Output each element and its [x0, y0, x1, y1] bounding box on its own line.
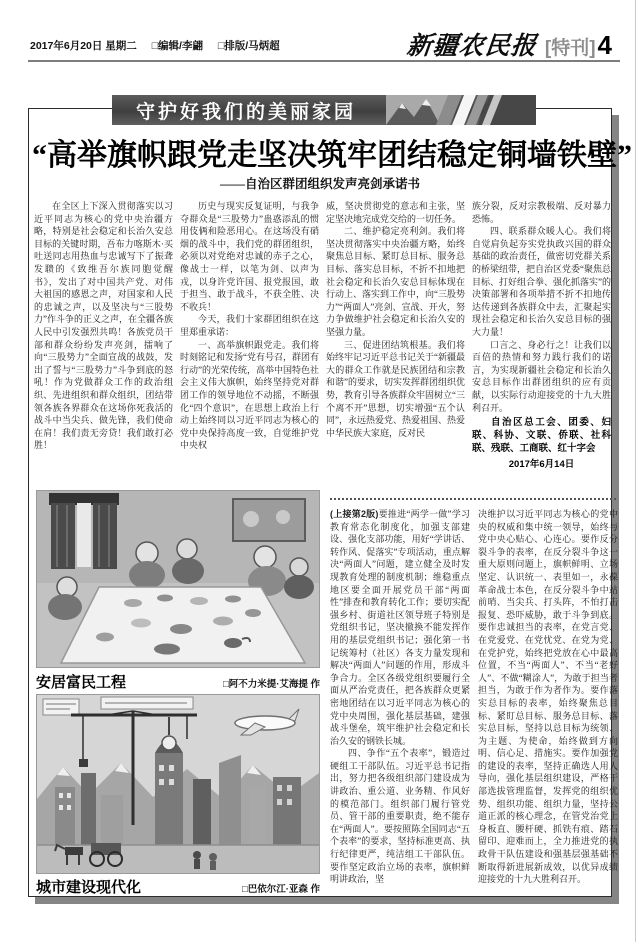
- caption-row: [36, 671, 320, 692]
- illustration-city-construction: [36, 694, 320, 874]
- paragraph: 族分裂，反对宗教极端、反对暴力恐怖。: [472, 201, 611, 224]
- paragraph: 威，坚决贯彻党的意志和主张，坚定坚决地完成党交给的一切任务。: [326, 201, 465, 224]
- illustration-credit: □巴依尔江·亚森 作: [241, 884, 320, 895]
- paragraph: 四、联系群众暖人心。我们将自觉肩负起夯实党执政兴国的群众基础的政治责任，做密切党群关系的桥梁纽带，把自治区党委“聚焦总目标、打好组合拳、强化抓落实”的决策部署和各项举措不折不扣地传达传递到各族群众中去，汇聚起实现社会稳定和长治久安总目标的强大力量！: [472, 226, 611, 337]
- mountains-icon: [386, 95, 536, 125]
- illustration-credit: □阿不力米提·艾海提 作: [222, 679, 320, 690]
- continuation-paragraph: 四、争作“五个表率”，锻造过硬组工干部队伍。习近平总书记指出，努力把各级组织部门建设成为讲政治、重公道、业务精、作风好的模范部门。组织部门履行管党员、管干部的重要职责，绝不能存在“两面人”。要按照陈全国同志“五个表率”的要求，坚持标准更高、执行纪律更严，纯洁组工干部队伍。要作坚定政治立场的表率，旗帜鲜明讲政治，坚: [330, 748, 470, 885]
- article-column-4: [472, 200, 611, 496]
- continuation-paragraph: 决维护以习近平同志为核心的党中央的权威和集中统一领导，始终与党中央心贴心、心连心。要作反分裂斗争的表率，在反分裂斗争这一重大原则问题上，旗帜鲜明、立场坚定、认识统一、表里如一，永葆革命战士本色，在反分裂斗争中站前哨、当尖兵、打头阵，不怕打击报复、恐吓威胁，敢于斗争到底。要作忠诚担当的表率，在党言党、在党爱党、在党忧党、在党为党、在党护党，始终把党放在心中最高位置，不当“两面人”、不当“老好人”、不做“糊涂人”，为敢于担当者担当，为敢于作为者作为。要作落实总目标的表率，始终聚焦总目标、紧盯总目标、服务总目标、落实总目标，坚持以总目标为统领、为主题、为使命，始终做到方向明、信心足、措施实。要作加强党的建设的表率，坚持正确选人用人导向，强化基层组织建设，严格干部选拔管理监督，发挥党的组织优势、组织功能、组织力量，坚持公道正派的核心理念，在管党治党上身板直、腰杆硬、抓铁有痕、踏石留印、迎难而上，全力推进党的执政骨干队伍建设和强基层强基础不断取得新进展新成效，以优异成绩迎接党的十九大胜利召开。: [478, 509, 618, 885]
- illustration-title: 安居富民工程: [36, 674, 127, 691]
- banner-ribbon: [112, 95, 536, 125]
- newspaper-name: 新疆农民报: [405, 31, 539, 60]
- paragraph: 历史与现实反复证明，与我争夺群众是“三股势力”蛊惑添乱的惯用伎俩和险恶用心。在这场没有硝烟的战斗中，我们党的群团组织，必须以对党绝对忠诚的赤子之心，像战士一样，以笔为剑、以声为戎，以身许党许国、报党报国，敢于担当、敢于战斗，不获全胜、决不收兵！: [180, 201, 319, 312]
- banner-slogan: 守护好我们的美丽家园: [136, 101, 357, 123]
- editor-credit: □编辑/李翩: [151, 40, 203, 52]
- signature-date: 2017年6月14日: [508, 459, 575, 471]
- header-meta: [30, 38, 292, 53]
- article-body: [34, 200, 614, 496]
- edition-label: [特刊]: [544, 38, 596, 59]
- paper-edge: [635, 0, 636, 942]
- continuation-article: [330, 508, 618, 892]
- paragraph: 口言之、身必行之！让我们以百倍的热情和努力践行我们的诺言，为实现新疆社会稳定和长治久安总目标作出群团组织的应有贡献，以实际行动迎接党的十九大胜利召开。: [472, 339, 611, 413]
- continuation-text: 要推进“两学一做”学习教育常态化制度化，加强支部建设、强化支部功能，用好“学讲话、转作风、促落实”专项活动，重点解决“两面人”问题，建立健全及时发现教育处理的制度机制；维稳重点地区要全面开展党员干部“两面性”排查和教育转化工作；要切实配强乡村、街道社区领导班子特别是党组织书记，坚决撤换不能发挥作用的基层党组织书记；强化第一书记统筹村（社区）各支力量发现和解决“两面人”问题的作用，形成斗争合力。全区各级党组织要履行全面从严治党责任，把各族群众更紧密地团结在以习近平同志为核心的党中央周围，强化基层基础，建强战斗堡垒，筑牢维护社会稳定和长治久安的钢铁长城。: [330, 509, 470, 746]
- issue-date: 2017年6月20日 星期二: [30, 40, 137, 52]
- illustration-title: 城市建设现代化: [36, 879, 142, 896]
- header-rule: [28, 60, 620, 62]
- dotted-separator: [330, 498, 616, 500]
- continuation-column-2: [478, 508, 618, 892]
- paragraph: 三、促进团结筑根基。我们将始终牢记习近平总书记关于“新疆最大的群众工作就是民族团结和宗教和谐”的要求，切实发挥群团组织优势，教育引导各族群众牢固树立“三个离不开”思想，切实增强“五个认同”，永远热爱党、热爱祖国、热爱中华民族大家庭，反对民: [326, 339, 465, 438]
- typesetter-credit: □排版/马炳超: [217, 40, 280, 52]
- page-number: 4: [597, 30, 612, 60]
- continuation-column-1: [330, 508, 470, 892]
- caption-row: [36, 876, 320, 897]
- main-headline: “高举旗帜跟党走坚决筑牢团结稳定铜墙铁壁”: [32, 139, 632, 172]
- article-column-1: [34, 200, 173, 496]
- continuation-paragraph: [330, 508, 470, 747]
- sub-headline: ——自治区群团组织发声亮剑承诺书: [219, 177, 420, 191]
- article-column-3: [326, 200, 465, 496]
- signature-organizations: 自治区总工会、团委、妇联、科协、文联、侨联、社科联、残联、工商联、红十字会: [472, 417, 611, 455]
- masthead-block: [407, 26, 612, 62]
- paragraph: 在全区上下深入贯彻落实以习近平同志为核心的党中央治疆方略，特别是社会稳定和长治久安总目标的关键时期，吾布力喀斯木·买吐送同志用热血与忠诚写下了振聋发聩的《致维吾尔族同胞觉醒书》，发出了对中国共产党、对伟大祖国的感恩之声，对国家和人民的忠诚之声，以及坚决与“三股势力”作斗争的正义之声，在全疆各族人民中引发强烈共鸣！各族党员干部和群众纷纷发声亮剑，擂响了向“三股势力”全面宣战的战鼓，发出了誓与“三股势力”斗争到底的怒吼！作为党做群众工作的政治组织、先进组织和群众组织，团结带领各族各界群众在这场你死我活的战斗中当尖兵、做先锋，我们使命在肩！我们责无旁贷！我们敢打必胜！: [34, 201, 173, 451]
- paragraph: 今天，我们十家群团组织在这里郑重承诺：: [180, 314, 319, 337]
- article-column-2: [180, 200, 319, 496]
- continued-from-label: (上接第2版): [330, 509, 379, 519]
- paragraph: 一、高举旗帜跟党走。我们将时刻铭记和发扬“党有号召，群团有行动”的光荣传统，高举中国特色社会主义伟大旗帜，始终坚持党对群团工作的领导地位不动摇，不断强化“四个意识”，在思想上政治上行动上始终同以习近平同志为核心的党中央保持高度一致，自觉维护党中央权: [180, 339, 319, 451]
- illustration-settlement-project: [36, 490, 320, 668]
- paragraph: 二、维护稳定亮利剑。我们将坚决贯彻落实中央治疆方略，始终聚焦总目标、紧盯总目标、服务总目标、落实总目标，不折不扣地把社会稳定和长治久安总目标体现在行动上、落实到工作中，向“三股势力”“两面人”亮剑、宣战、开火，努力争做维护社会稳定和长治久安的坚强力量。: [326, 226, 465, 337]
